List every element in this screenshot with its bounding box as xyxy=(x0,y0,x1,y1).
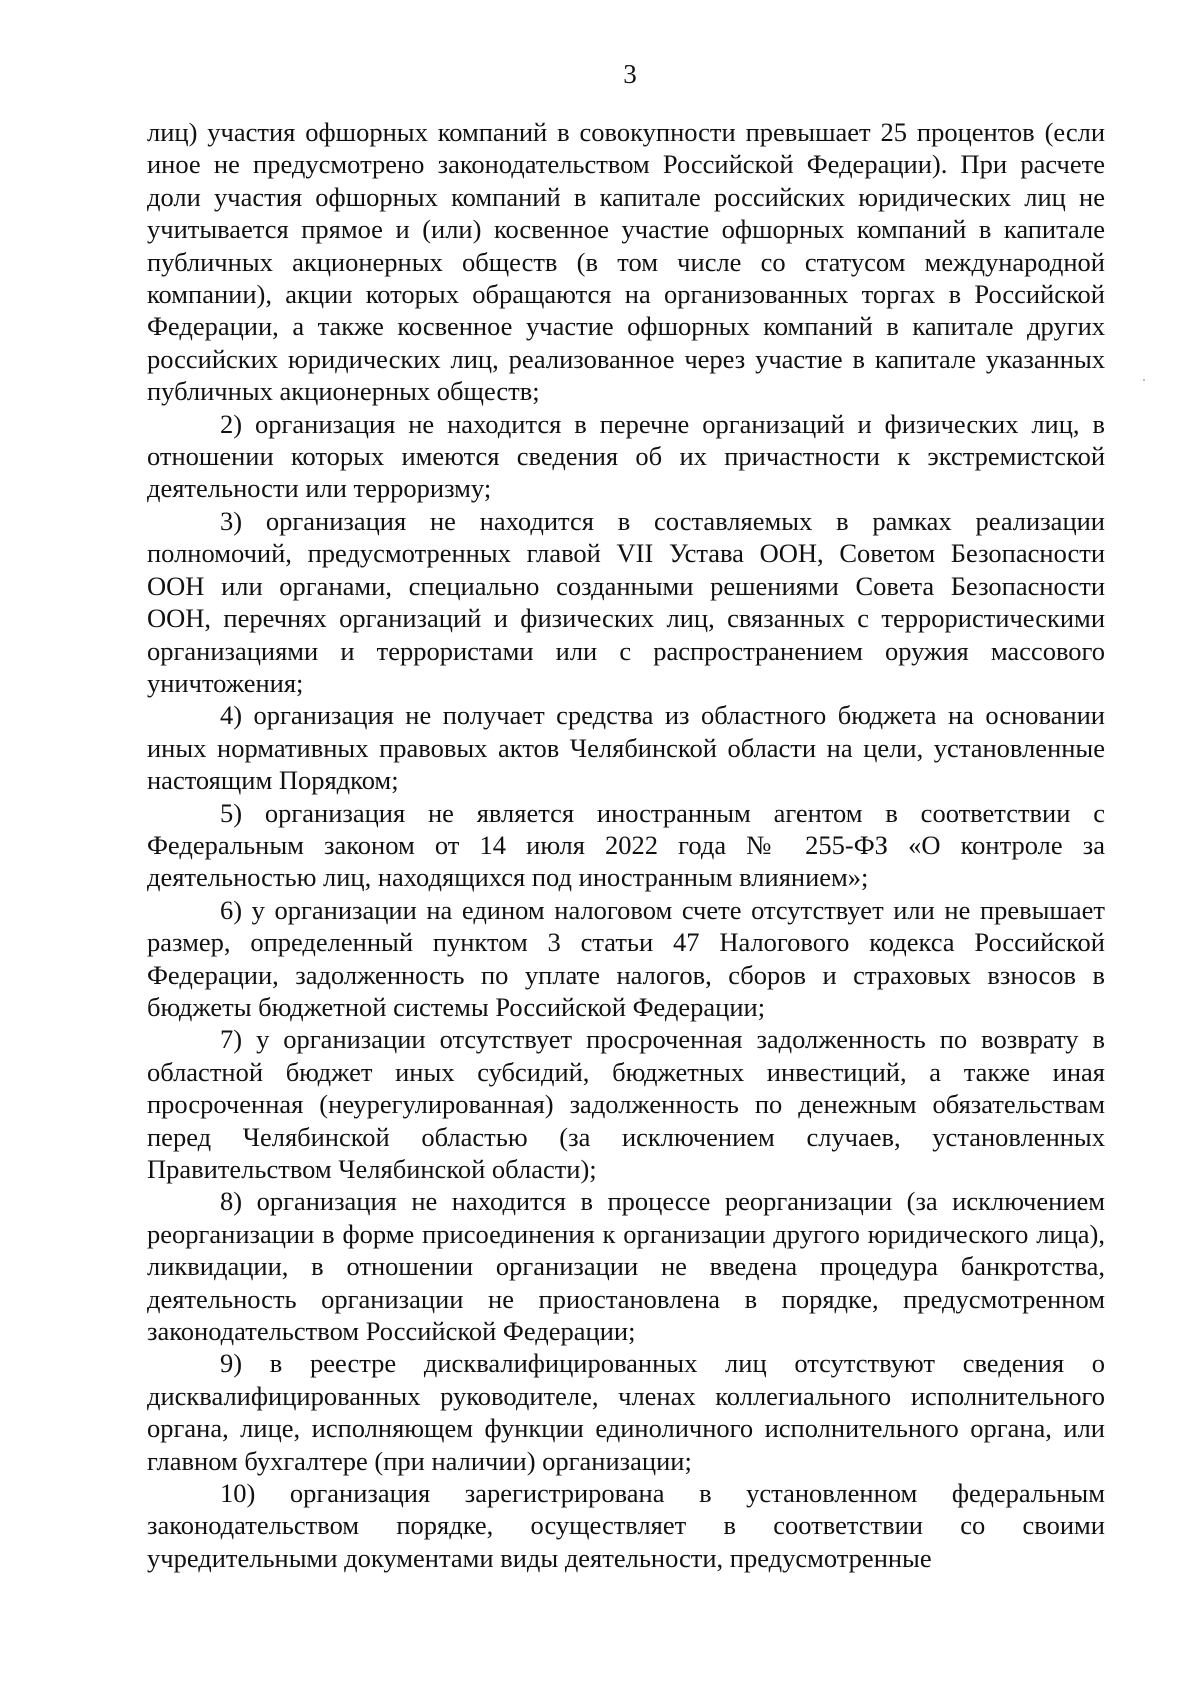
paragraph-item-6: 6) у организации на едином налоговом счете отсутствует или не превышает размер, определенный пунктом 3 статьи 47 Налогового кодекса Российской Федерации, задолженность по уплате налогов, сборов и страховых взносов в бюджеты бюджетной системы Российской Федерации; xyxy=(147,894,1105,1022)
paragraph-continuation: лиц) участия офшорных компаний в совокупности превышает 25 процентов (если иное не предусмотрено законодательством Российской Федерации). При расчете доли участия офшорных компаний в капитале российских юридических лиц не учитывается прямое и (или) косвенное участие офшорных компаний в капитале публичных акционерных обществ (в том числе со статусом международной компании), акции которых обращаются на организованных торгах в Российской Федерации, а также косвенное участие офшорных компаний в капитале других российских юридических лиц, реализованное через участие в капитале указанных публичных акционерных обществ; xyxy=(147,117,1105,407)
paragraph-item-5: 5) организация не является иностранным агентом в соответствии с Федеральным законом от 14 июля 2022 года № 255-ФЗ «О контроле за деятельностью лиц, находящихся под иностранным влиянием»; xyxy=(147,797,1105,893)
paragraph-item-3: 3) организация не находится в составляемых в рамках реализации полномочий, предусмотренных главой VII Устава ООН, Советом Безопасности ООН или органами, специально созданными решениями Совета Безопасности ООН, перечнях организаций и физических лиц, связанных с террористическими организациями и террористами или с распространением оружия массового уничтожения; xyxy=(147,505,1105,698)
paragraph-item-8: 8) организация не находится в процессе реорганизации (за исключением реорганизации в форме присоединения к организации другого юридического лица), ликвидации, в отношении организации не введена процедура банкротства, деятельность организации не приостановлена в порядке, предусмотренном законодательством Российской Федерации; xyxy=(147,1186,1105,1347)
paragraph-item-4: 4) организация не получает средства из областного бюджета на основании иных нормативных правовых актов Челябинской области на цели, установленные настоящим Порядком; xyxy=(147,700,1105,796)
scan-dot xyxy=(1143,379,1145,381)
paragraph-item-9: 9) в реестре дисквалифицированных лиц отсутствуют сведения о дисквалифицированных руководителе, членах коллегиального исполнительного органа, лице, исполняющем функции единоличного исполнительного органа, или главном бухгалтере (при наличии) организации; xyxy=(147,1348,1105,1476)
paragraph-item-7: 7) у организации отсутствует просроченная задолженность по возврату в областной бюджет иных субсидий, бюджетных инвестиций, а также иная просроченная (неурегулированная) задолженность по денежным обязательствам перед Челябинской областью (за исключением случаев, установленных Правительством Челябинской области); xyxy=(147,1024,1105,1184)
paragraph-item-10: 10) организация зарегистрирована в установленном федеральным законодательством порядке, осуществляет в соответствии со своими учредительными документами виды деятельности, предусмотренные xyxy=(147,1478,1105,1573)
body-text xyxy=(147,116,1105,1574)
page-number: 3 xyxy=(623,59,637,89)
paragraph-item-2: 2) организация не находится в перечне организаций и физических лиц, в отношении которых имеются сведения об их причастности к экстремистской деятельности или терроризму; xyxy=(147,408,1105,504)
